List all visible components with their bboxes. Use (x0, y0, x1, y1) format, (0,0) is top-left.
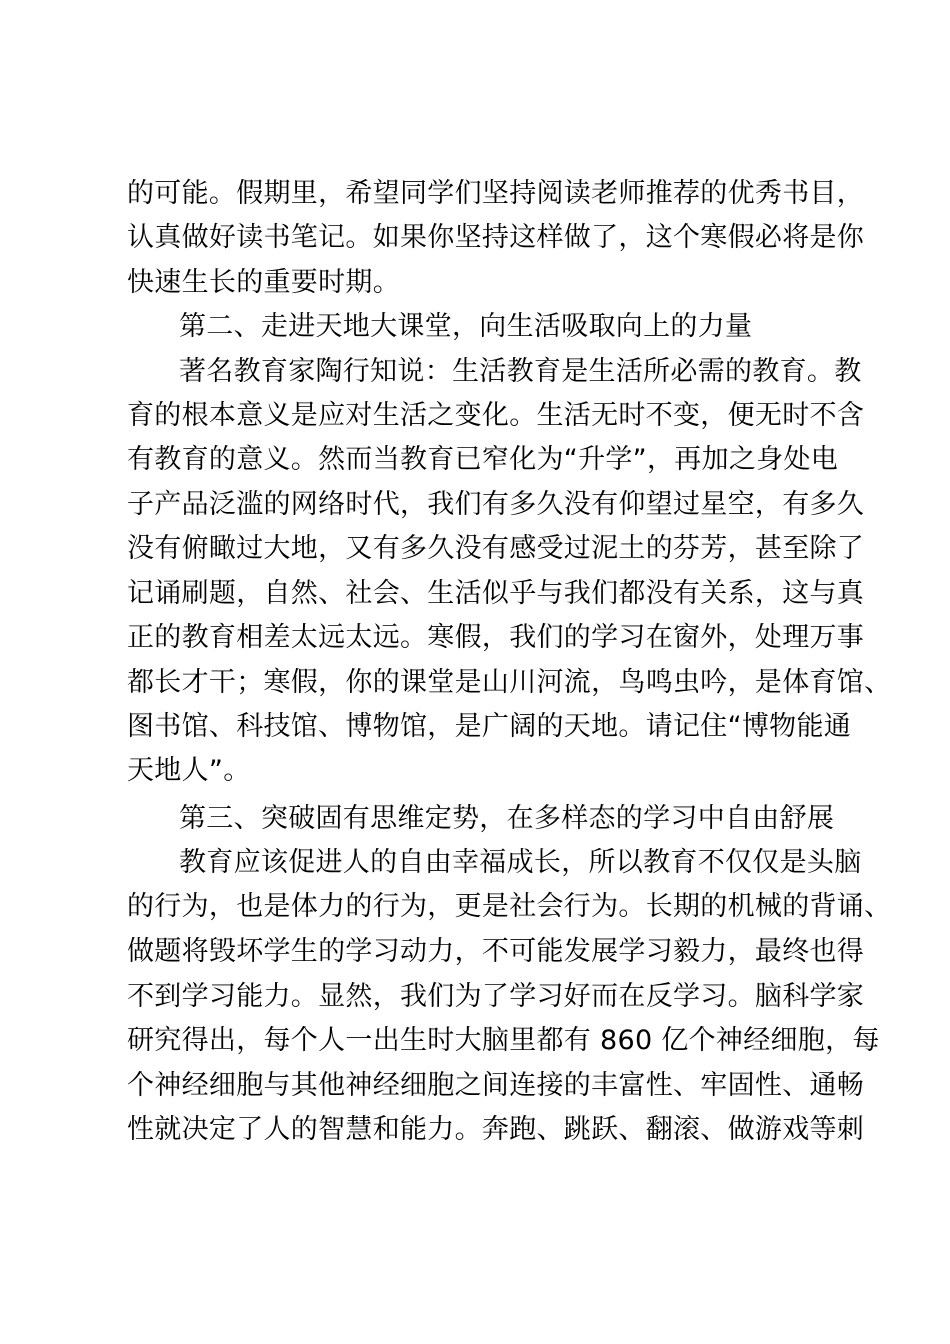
text-line: 天地人”。 (127, 755, 251, 786)
text-line: 图书馆、科技馆、博物馆，是广阔的天地。请记住“博物能通 (127, 711, 852, 742)
text-line: 做题将毁坏学生的学习动力，不可能发展学习毅力，最终也得 (127, 936, 865, 967)
text-line: 性就决定了人的智慧和能力。奔跑、跳跃、翻滚、做游戏等刺 (127, 1114, 865, 1145)
text-line: 的可能。假期里，希望同学们坚持阅读老师推荐的优秀书目， (127, 178, 865, 209)
text-line: 个神经细胞与其他神经细胞之间连接的丰富性、牢固性、通畅 (127, 1070, 865, 1101)
text-line: 没有俯瞰过大地，又有多久没有感受过泥土的芬芳，甚至除了 (127, 533, 865, 564)
text-line: 的行为，也是体力的行为，更是社会行为。长期的机械的背诵、 (127, 891, 892, 922)
text-line: 正的教育相差太远太远。寒假，我们的学习在窗外，处理万事 (127, 622, 865, 653)
text-line: 研究得出，每个人一出生时大脑里都有 860 亿个神经细胞，每 (127, 1025, 880, 1056)
text-line: 不到学习能力。显然，我们为了学习好而在反学习。脑科学家 (127, 981, 865, 1012)
text-line: 认真做好读书笔记。如果你坚持这样做了，这个寒假必将是你 (127, 222, 865, 253)
text-line: 著名教育家陶行知说：生活教育是生活所必需的教育。教 (179, 356, 862, 387)
section-heading: 第三、突破固有思维定势，在多样态的学习中自由舒展 (179, 803, 835, 834)
text-line: 育的根本意义是应对生活之变化。生活无时不变，便无时不含 (127, 400, 865, 431)
text-line: 教育应该促进人的自由幸福成长，所以教育不仅仅是头脑 (179, 847, 862, 878)
text-line: 快速生长的重要时期。 (127, 267, 400, 298)
text-line: 记诵刷题，自然、社会、生活似乎与我们都没有关系，这与真 (127, 578, 865, 609)
text-line: 有教育的意义。然而当教育已窄化为“升学”，再加之身处电 (127, 444, 839, 475)
section-heading: 第二、走进天地大课堂，向生活吸取向上的力量 (179, 311, 753, 342)
text-line: 子产品泛滥的网络时代，我们有多久没有仰望过星空，有多久 (127, 489, 865, 520)
text-line: 都长才干；寒假，你的课堂是山川河流，鸟鸣虫吟，是体育馆、 (127, 667, 892, 698)
